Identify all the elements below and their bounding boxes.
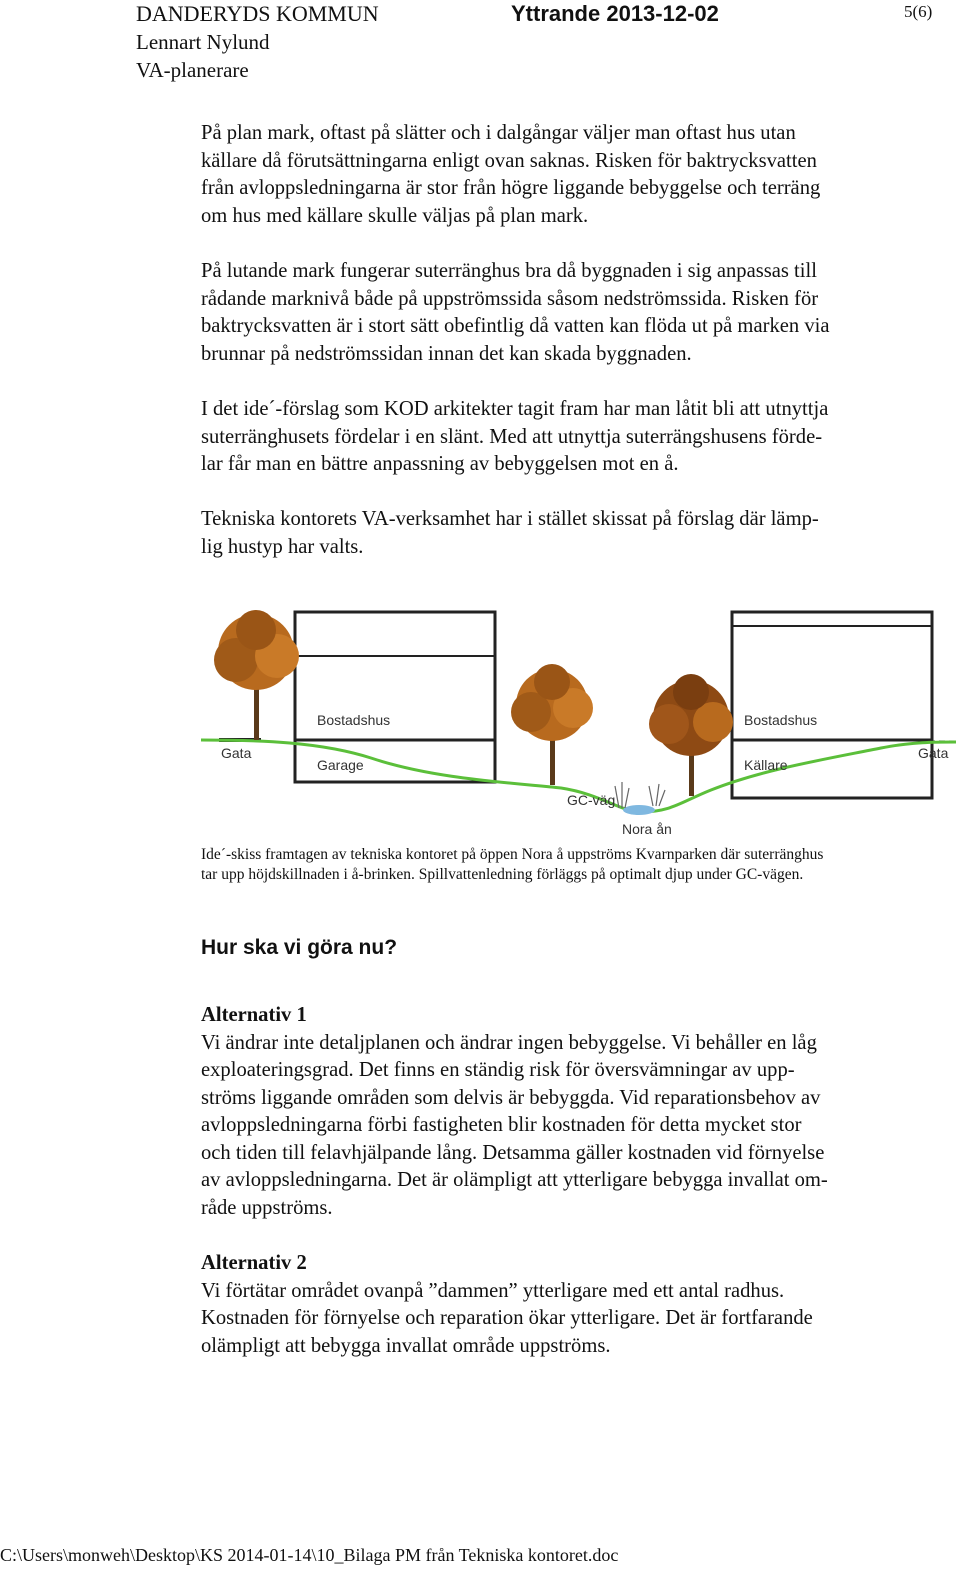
text-line: Kostnaden för förnyelse och reparation ökar ytterligare. Det är fortfarande xyxy=(201,1307,813,1329)
text-line: avloppsledningarna förbi fastigheten blir kostnaden för detta mycket stor xyxy=(201,1114,802,1136)
text-line: lar får man en bättre anpassning av bebyggelsen mot en å. xyxy=(201,453,679,475)
caption-line: tar upp höjdskillnaden i å-brinken. Spillvattenledning förläggs på optimalt djup under GC-vägen. xyxy=(201,866,804,883)
text-line: olämpligt att bebygga invallat område uppströms. xyxy=(201,1334,611,1357)
text-line: Vi ändrar inte detaljplanen och ändrar ingen bebyggelse. Vi behåller en låg xyxy=(201,1031,817,1054)
text-line: från avloppsledningarna är stor från högre liggande bebyggelse och terräng xyxy=(201,177,821,199)
label-left-house-bottom: Garage xyxy=(317,757,364,773)
paragraph xyxy=(201,258,936,368)
text-line: Tekniska kontorets VA-verksamhet har i stället skissat på förslag där lämp- xyxy=(201,508,819,530)
caption-line: Ide´-skiss framtagen av tekniska kontoret på öppen Nora å uppströms Kvarnparken där suterränghus xyxy=(201,846,824,863)
label-left-house-top: Bostadshus xyxy=(317,712,391,728)
text-line: källare då förutsättningarna enligt ovan saknas. Risken för baktrycksvatten xyxy=(201,149,817,172)
label-right-house-bottom: Källare xyxy=(744,757,788,773)
paragraph xyxy=(201,396,936,479)
stream-water xyxy=(623,805,655,815)
paragraph xyxy=(201,120,936,230)
footer-file-path: C:\Users\monweh\Desktop\KS 2014-01-14\10_Bilaga PM från Tekniska kontoret.doc xyxy=(0,1545,619,1565)
text-line: rådande marknivå både på uppströmssida såsom nedströmssida. Risken för xyxy=(201,287,819,310)
author-name: Lennart Nylund xyxy=(136,30,270,54)
tree-icon xyxy=(649,674,733,796)
alternative-heading: Alternativ 1 xyxy=(201,1004,307,1026)
text-line: På lutande mark fungerar suterränghus bra då byggnaden i sig anpassas till xyxy=(201,260,817,282)
text-line: exploateringsgrad. Det finns en ständig risk för översvämningar av upp- xyxy=(201,1059,795,1081)
paragraph xyxy=(201,506,936,561)
author-role: VA-planerare xyxy=(136,58,249,82)
text-line: baktrycksvatten är i stort sätt obefintlig då vatten kan flöda ut på marken via xyxy=(201,315,830,337)
text-line: I det ide´-förslag som KOD arkitekter tagit fram har man låtit bli att utnyttja xyxy=(201,398,829,420)
text-line: På plan mark, oftast på slätter och i dalgångar väljer man oftast hus utan xyxy=(201,122,796,144)
text-line: Vi förtätar området ovanpå ”dammen” ytterligare med ett antal radhus. xyxy=(201,1279,785,1302)
text-line: om hus med källare skulle väljas på plan mark. xyxy=(201,204,589,227)
figure-caption xyxy=(201,845,941,885)
tree-icon xyxy=(214,610,299,740)
document-title: Yttrande 2013-12-02 xyxy=(511,1,719,26)
label-stream: Nora ån xyxy=(622,821,672,837)
alternative-block xyxy=(201,1250,936,1360)
organization-name: DANDERYDS KOMMUN xyxy=(136,1,379,26)
label-left-street: Gata xyxy=(221,745,252,761)
terrain-sketch-figure xyxy=(201,590,956,840)
label-right-street: Gata xyxy=(918,745,949,761)
text-line: lig hustyp har valts. xyxy=(201,535,364,558)
reeds-icon xyxy=(615,782,665,808)
text-line: brunnar på nedströmssidan innan det kan skada byggnaden. xyxy=(201,342,692,365)
label-path: GC-väg xyxy=(567,792,616,808)
section-heading: Hur ska vi göra nu? xyxy=(201,936,398,959)
alternative-block xyxy=(201,1002,936,1222)
text-line: suterränghusets fördelar i en slänt. Med att utnyttja suterrängshusens förde- xyxy=(201,425,823,448)
alternative-heading: Alternativ 2 xyxy=(201,1252,307,1274)
tree-icon xyxy=(511,664,593,785)
text-line: och tiden till felavhjälpande lång. Detsamma gäller kostnaden vid förnyelse xyxy=(201,1141,825,1164)
text-line: av avloppsledningarna. Det är olämpligt att ytterligare bebygga invallat om- xyxy=(201,1169,828,1191)
label-right-house-top: Bostadshus xyxy=(744,712,818,728)
text-line: ströms liggande områden som delvis är bebyggda. Vid reparationsbehov av xyxy=(201,1086,821,1109)
text-line: råde uppströms. xyxy=(201,1196,333,1219)
page-number: 5(6) xyxy=(904,2,933,21)
